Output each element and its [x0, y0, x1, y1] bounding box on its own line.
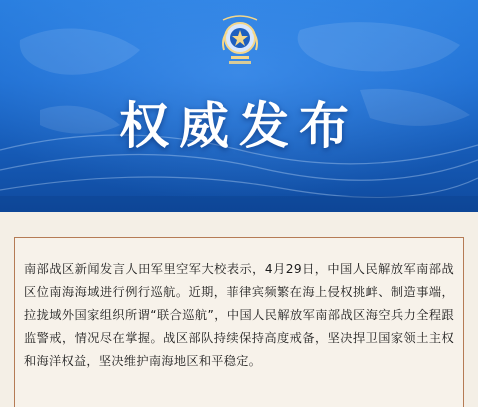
article-body: 南部战区新闻发言人田军里空军大校表示，4月29日，中国人民解放军南部战区位南海海域进行例行巡航。近期，菲律宾频繁在海上侵权挑衅、制造事端，拉拢域外国家组织所谓“联合巡航”，中国人民解放军南部战区海空兵力全程跟监警戒，情况尽在掌握。战区部队持续保持高度戒备，坚决捍卫国家领土主权和海洋权益，坚决维护南海地区和平稳定。: [24, 262, 454, 368]
pla-navy-emblem-icon: [215, 10, 265, 72]
page-title: 权威发布: [119, 96, 359, 155]
